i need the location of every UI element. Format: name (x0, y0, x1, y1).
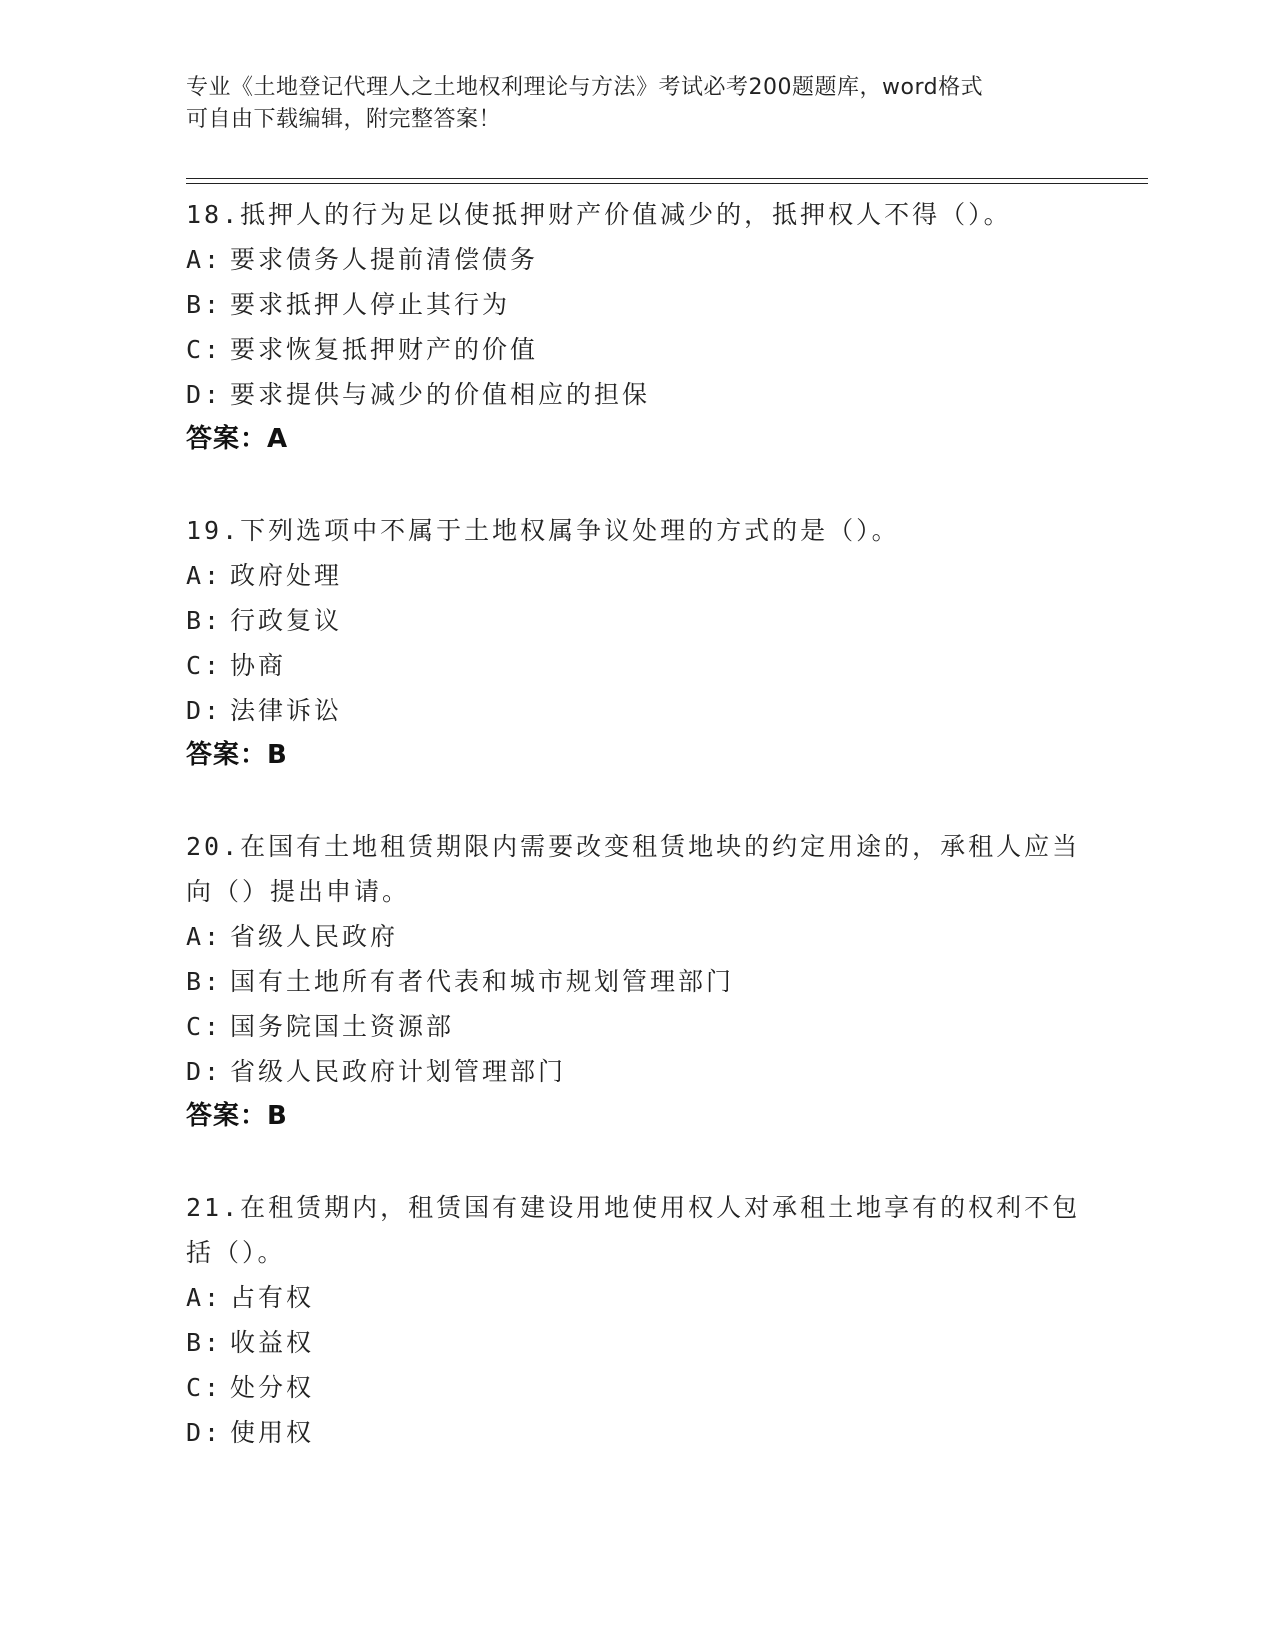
option-key: A: (186, 245, 223, 274)
question-stem: 18.抵押人的行为足以使抵押财产价值减少的，抵押权人不得（）。 (186, 200, 1012, 229)
document-header (186, 72, 1066, 136)
option-key: B: (186, 606, 223, 635)
option-text: 使用权 (230, 1418, 315, 1447)
option-key: B: (186, 967, 223, 996)
answer-line: 答案：A (186, 424, 289, 454)
option-d (186, 372, 1086, 417)
option-key: C: (186, 335, 223, 364)
question-21 (186, 1185, 1086, 1455)
option-a (186, 1275, 1086, 1320)
question-18 (186, 192, 1086, 462)
option-text: 要求提供与减少的价值相应的担保 (230, 380, 651, 409)
option-text: 省级人民政府 (230, 922, 399, 951)
option-d (186, 1049, 1086, 1094)
question-19 (186, 508, 1086, 778)
header-divider-bottom (186, 183, 1148, 184)
option-text: 行政复议 (230, 606, 343, 635)
option-text: 协商 (230, 651, 287, 680)
option-a (186, 914, 1086, 959)
option-c (186, 327, 1086, 372)
option-key: D: (186, 1418, 223, 1447)
option-c (186, 1365, 1086, 1410)
option-text: 法律诉讼 (230, 696, 343, 725)
option-key: C: (186, 1012, 223, 1041)
option-key: C: (186, 1373, 223, 1402)
option-key: A: (186, 561, 223, 590)
option-c (186, 643, 1086, 688)
option-text: 要求债务人提前清偿债务 (230, 245, 539, 274)
option-key: A: (186, 922, 223, 951)
option-text: 国务院国土资源部 (230, 1012, 455, 1041)
option-text: 省级人民政府计划管理部门 (230, 1057, 567, 1086)
answer-line: 答案：B (186, 740, 288, 770)
option-key: C: (186, 651, 223, 680)
option-d (186, 1410, 1086, 1455)
option-text: 收益权 (230, 1328, 315, 1357)
question-20 (186, 824, 1086, 1139)
option-text: 政府处理 (230, 561, 343, 590)
option-key: D: (186, 696, 223, 725)
option-key: D: (186, 1057, 223, 1086)
option-key: B: (186, 290, 223, 319)
header-line-1: 专业《土地登记代理人之土地权利理论与方法》考试必考200题题库，word格式 (186, 75, 984, 100)
option-text: 要求恢复抵押财产的价值 (230, 335, 539, 364)
header-divider-top (186, 178, 1148, 179)
question-stem: 19.下列选项中不属于土地权属争议处理的方式的是（）。 (186, 516, 900, 545)
option-b (186, 959, 1086, 1004)
option-key: D: (186, 380, 223, 409)
option-text: 国有土地所有者代表和城市规划管理部门 (230, 967, 735, 996)
answer-line: 答案：B (186, 1101, 288, 1131)
option-key: B: (186, 1328, 223, 1357)
option-text: 要求抵押人停止其行为 (230, 290, 511, 319)
question-stem: 21.在租赁期内，租赁国有建设用地使用权人对承租土地享有的权利不包括（）。 (186, 1193, 1081, 1267)
option-c (186, 1004, 1086, 1049)
question-stem: 20.在国有土地租赁期限内需要改变租赁地块的约定用途的，承租人应当向（）提出申请。 (186, 832, 1081, 906)
option-b (186, 598, 1086, 643)
header-line-2: 可自由下载编辑，附完整答案！ (186, 107, 502, 132)
option-b (186, 1320, 1086, 1365)
option-text: 占有权 (230, 1283, 315, 1312)
question-list (186, 192, 1086, 1501)
option-text: 处分权 (230, 1373, 315, 1402)
option-d (186, 688, 1086, 733)
option-b (186, 282, 1086, 327)
option-key: A: (186, 1283, 223, 1312)
option-a (186, 553, 1086, 598)
option-a (186, 237, 1086, 282)
